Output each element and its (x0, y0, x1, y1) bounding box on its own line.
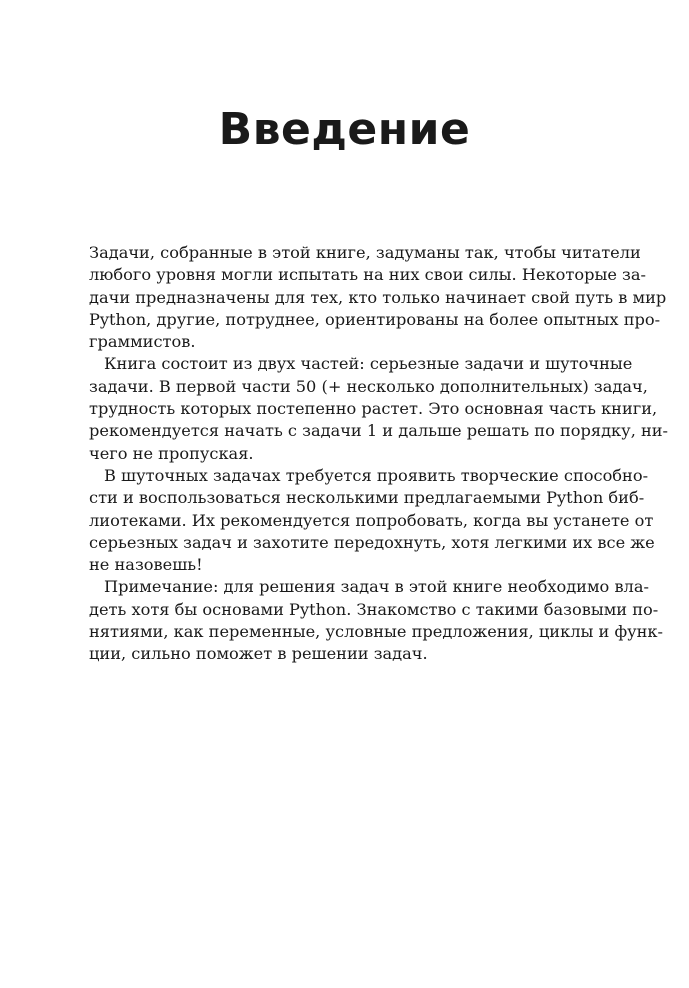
paragraph (89, 242, 667, 353)
text-line: дачи предназначены для тех, кто только начинает свой путь в мир (89, 287, 667, 307)
text-line: Книга состоит из двух частей: серьезные задачи и шуточные (104, 354, 633, 374)
text-line: лиотеками. Их рекомендуется попробовать, когда вы устанете от (89, 510, 654, 530)
text-line: трудность которых постепенно растет. Это основная часть книги, (89, 399, 658, 419)
text-line: задачи. В первой части 50 (+ несколько дополнительных) задач, (89, 376, 648, 396)
text-line: В шуточных задачах требуется проявить творческие способно- (104, 465, 649, 485)
text-line: любого уровня могли испытать на них свои силы. Некоторые за- (89, 265, 647, 285)
text-line: серьезных задач и захотите передохнуть, хотя легкими их все же (89, 532, 655, 552)
paragraph (89, 465, 655, 576)
text-line: деть хотя бы основами Python. Знакомство с такими базовыми по- (89, 599, 659, 619)
text-line: сти и воспользоваться несколькими предлагаемыми Python биб- (89, 488, 645, 508)
text-line: Python, другие, потруднее, ориентированы на более опытных про- (89, 309, 661, 329)
text-line: ции, сильно поможет в решении задач. (89, 644, 428, 664)
paragraph (89, 353, 669, 464)
text-line: граммистов. (89, 332, 196, 352)
text-line: Задачи, собранные в этой книге, задуманы так, чтобы читатели (89, 243, 641, 262)
text-line: рекомендуется начать с задачи 1 и дальше решать по порядку, ни- (89, 421, 669, 441)
body-text (89, 242, 669, 666)
text-line: чего не пропуская. (89, 443, 254, 463)
page-title: Введение (218, 104, 471, 155)
text-line: не назовешь! (89, 555, 203, 575)
text-line: Примечание: для решения задач в этой книге необходимо вла- (104, 577, 649, 597)
paragraph (89, 576, 664, 665)
text-line: нятиями, как переменные, условные предложения, циклы и функ- (89, 622, 664, 642)
